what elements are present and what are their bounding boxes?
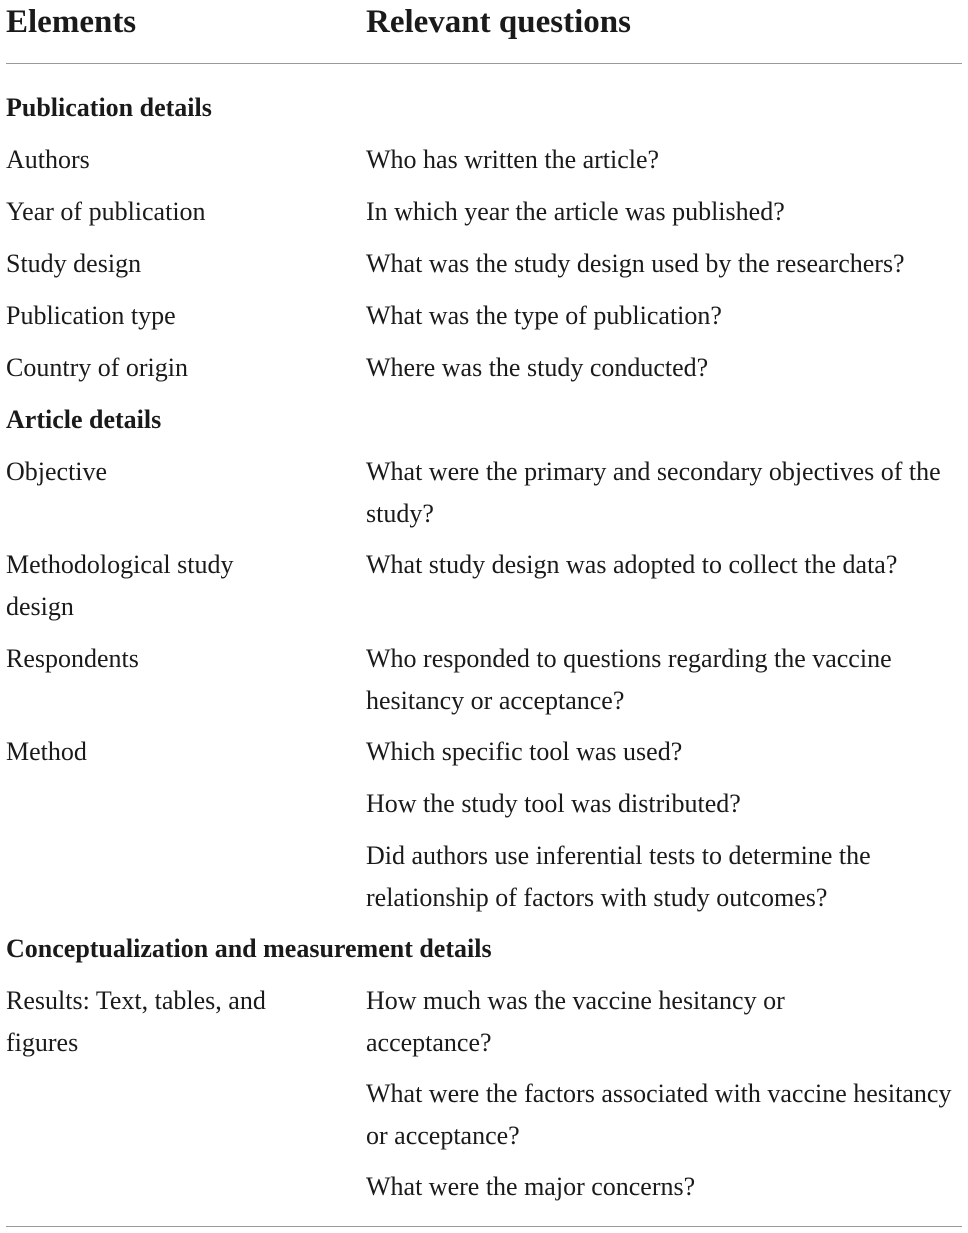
table-header — [0, 0, 968, 64]
question-cell: Where was the study conducted? — [366, 353, 709, 382]
element-cell: Publication type — [6, 301, 176, 330]
element-cell: Methodological study design — [6, 550, 234, 621]
question-cell: What was the study design used by the researchers? — [366, 249, 905, 278]
header-divider — [6, 63, 962, 64]
element-cell: Study design — [6, 249, 142, 278]
section-title: Conceptualization and measurement details — [6, 934, 492, 963]
table-bottom-rule — [6, 1226, 962, 1227]
element-cell: Respondents — [6, 644, 139, 673]
question-cell: How the study tool was distributed? — [366, 789, 741, 818]
question-cell: Who responded to questions regarding the vaccine hesitancy or acceptance? — [366, 644, 892, 715]
section-heading-article — [0, 399, 968, 441]
element-cell: Year of publication — [6, 197, 206, 226]
question-cell: How much was the vaccine hesitancy or acceptance? — [366, 986, 785, 1057]
question-cell: What were the primary and secondary objectives of the study? — [366, 457, 941, 528]
section-heading-publication — [0, 87, 968, 129]
question-cell: What were the major concerns? — [366, 1172, 696, 1201]
question-cell: Did authors use inferential tests to determine the relationship of factors with study outcomes? — [366, 841, 871, 912]
header-elements: Elements — [6, 4, 137, 40]
element-cell: Country of origin — [6, 353, 188, 382]
question-cell: What study design was adopted to collect the data? — [366, 550, 898, 579]
question-cell: Which specific tool was used? — [366, 737, 683, 766]
element-cell: Objective — [6, 457, 108, 486]
section-heading-conceptualization — [0, 928, 968, 970]
section-title: Article details — [6, 405, 162, 434]
element-cell: Results: Text, tables, and figures — [6, 986, 266, 1057]
element-cell: Method — [6, 737, 87, 766]
header-relevant-questions: Relevant questions — [366, 4, 631, 40]
question-cell: In which year the article was published? — [366, 197, 785, 226]
question-cell: What was the type of publication? — [366, 301, 722, 330]
element-cell: Authors — [6, 145, 90, 174]
section-title: Publication details — [6, 93, 212, 122]
question-cell: Who has written the article? — [366, 145, 660, 174]
question-cell: What were the factors associated with vaccine hesitancy or acceptance? — [366, 1079, 952, 1150]
